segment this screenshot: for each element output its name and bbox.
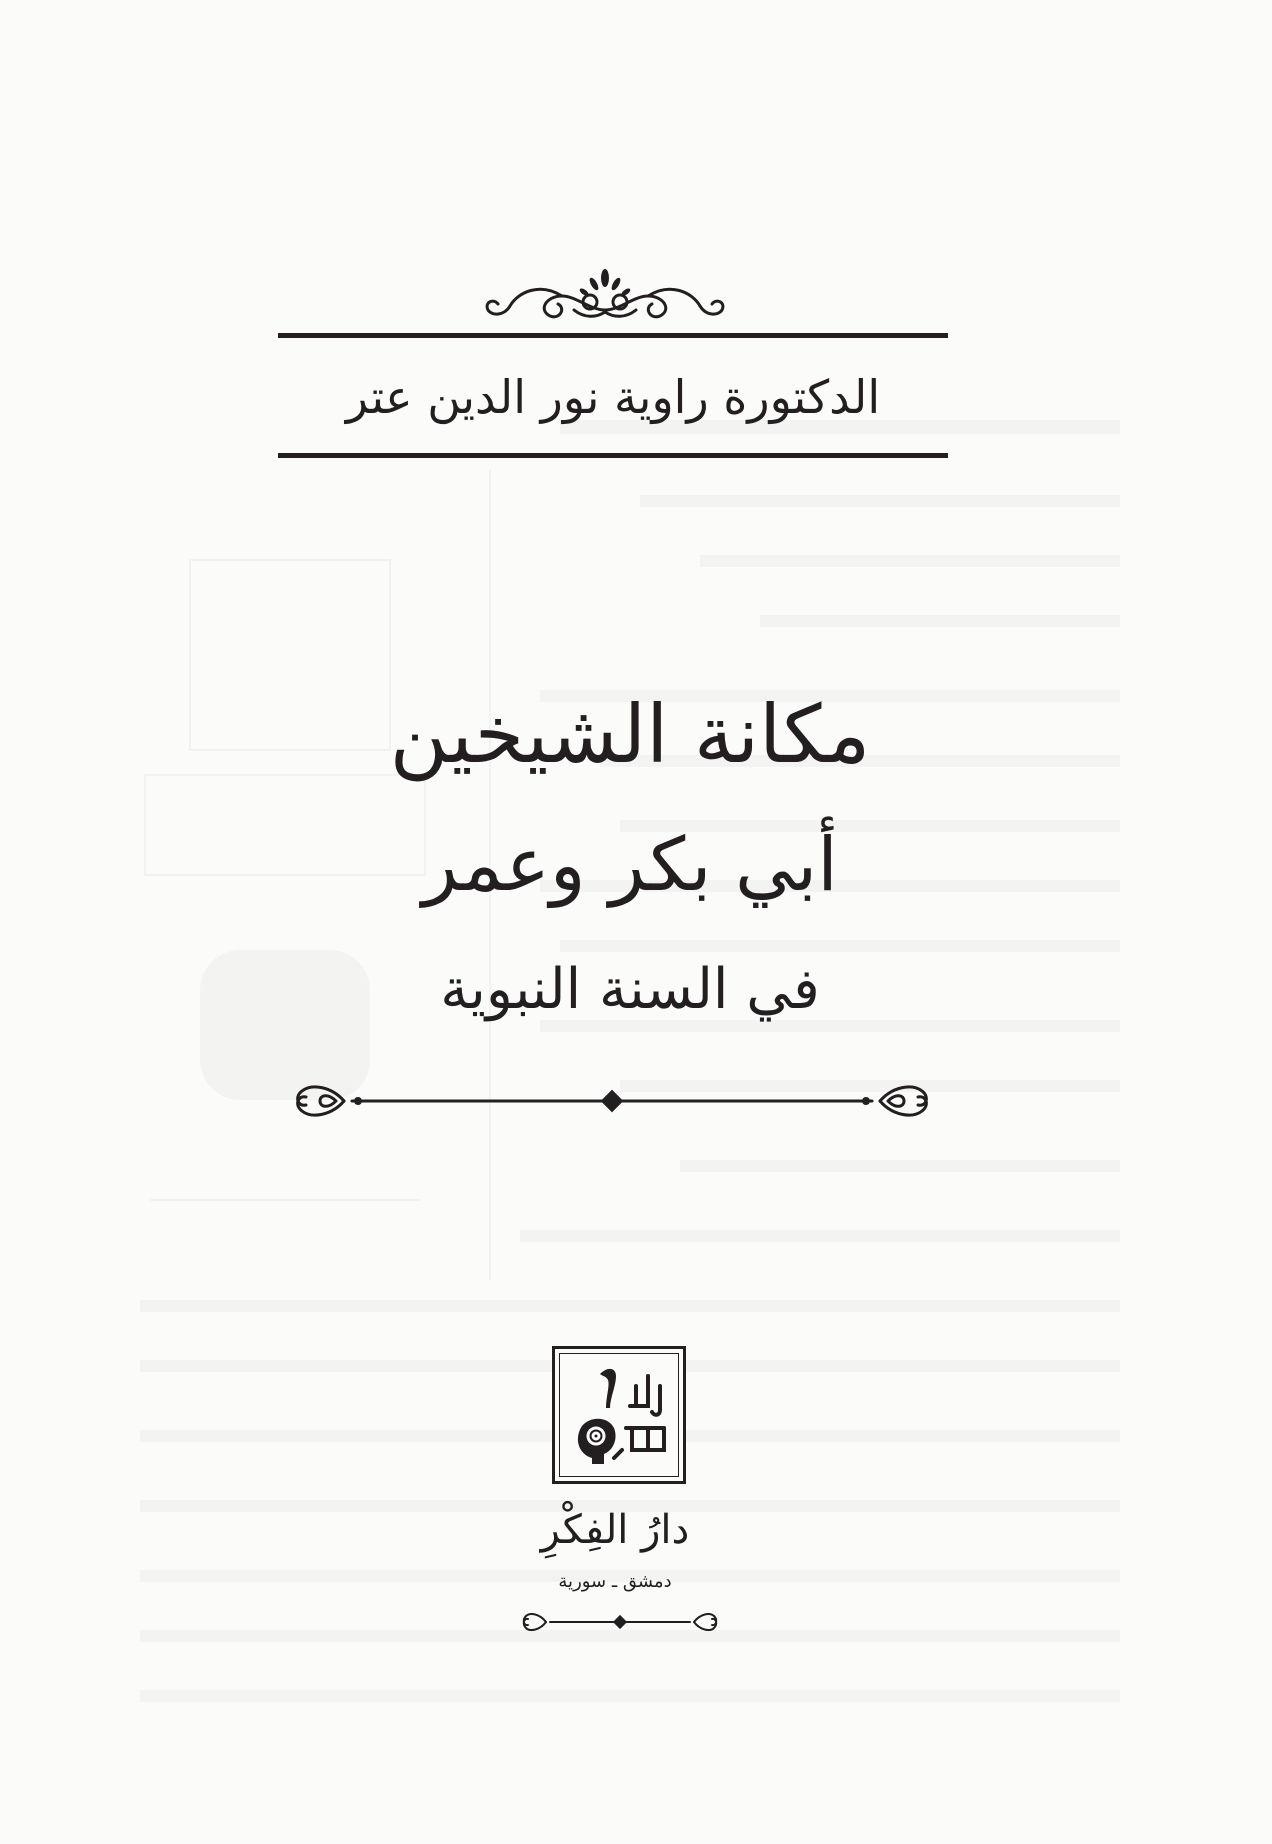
divider-ornament <box>292 1065 932 1137</box>
title-line-3: في السنة النبوية <box>440 957 820 1022</box>
top-flourish-ornament <box>480 252 730 332</box>
title-line-2: أبي بكر وعمر <box>422 822 838 908</box>
author-name: الدكتورة راوية نور الدين عتر <box>345 370 881 424</box>
title-line-1: مكانة الشيخين <box>389 688 871 781</box>
bottom-rule <box>278 453 948 458</box>
publisher-emblem-icon <box>552 1346 686 1484</box>
publisher-logo <box>552 1346 686 1484</box>
bottom-ornament <box>520 1604 720 1640</box>
publisher-location: دمشق ـ سورية <box>558 1571 672 1592</box>
publisher-name: دارُ الفِكْرِ <box>540 1507 690 1553</box>
top-rule <box>278 333 948 338</box>
